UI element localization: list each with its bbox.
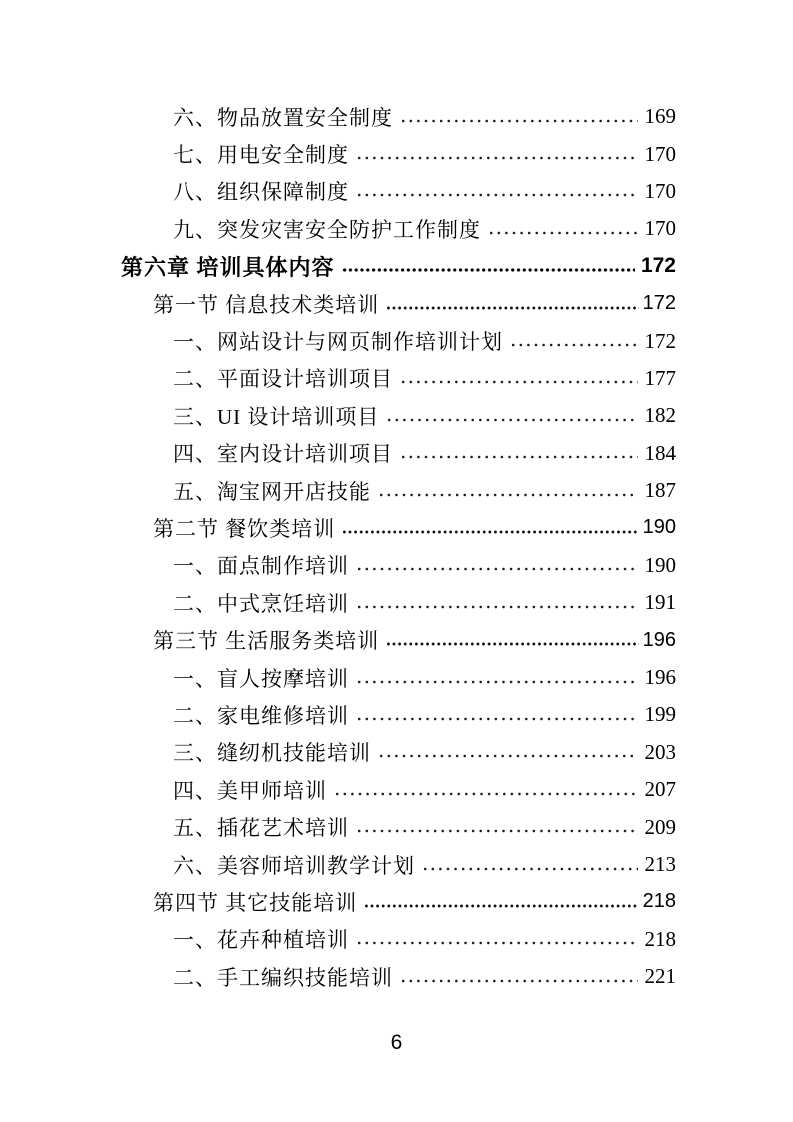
dot-leader (358, 717, 638, 721)
toc-entry-label: 第三节 生活服务类培训 (153, 629, 380, 654)
dot-leader (358, 567, 638, 571)
dot-leader (380, 493, 638, 497)
page-number: 6 (390, 1031, 403, 1054)
toc-entry-page: 169 (644, 104, 676, 129)
toc-entry-item[interactable] (121, 173, 676, 210)
toc-entry-item[interactable] (121, 472, 676, 509)
dot-leader (490, 231, 638, 235)
toc-entry-page: 170 (644, 178, 676, 203)
toc-entry-label: 二、手工编织技能培训 (173, 965, 393, 990)
toc-entry-chapter[interactable] (121, 248, 676, 285)
toc-entry-page: 172 (640, 254, 676, 278)
dot-leader (336, 792, 638, 796)
toc-entry-page: 182 (644, 403, 676, 428)
toc-entry-label: 三、缝纫机技能培训 (173, 741, 371, 766)
toc-entry-label: 一、面点制作培训 (173, 554, 349, 579)
toc-entry-page: 209 (644, 814, 676, 839)
toc-entry-item[interactable] (121, 846, 676, 883)
toc-entry-page: 191 (644, 590, 676, 615)
toc-entry-item[interactable] (121, 547, 676, 584)
toc-entry-page: 172 (644, 328, 676, 353)
toc-entry-page: 213 (644, 852, 676, 876)
toc-entry-label: 一、盲人按摩培训 (173, 666, 349, 691)
toc-entry-page: 177 (644, 365, 676, 390)
toc-entry-label: 二、家电维修培训 (173, 703, 349, 728)
toc-entry-label: 六、物品放置安全制度 (173, 105, 393, 130)
toc-entry-page: 172 (642, 292, 676, 315)
toc-entry-page: 196 (644, 665, 676, 690)
dot-leader (387, 306, 638, 310)
toc-entry-page: 218 (644, 926, 676, 951)
toc-entry-page: 196 (642, 628, 676, 651)
dot-leader (388, 418, 637, 422)
toc-entry-section[interactable] (121, 509, 676, 546)
toc-entry-item[interactable] (121, 322, 676, 359)
toc-entry-label: 三、UI 设计培训项目 (173, 404, 380, 429)
toc-entry-item[interactable] (121, 771, 676, 808)
dot-leader (358, 941, 638, 945)
toc-entry-item[interactable] (121, 921, 676, 958)
toc-entry-item[interactable] (121, 210, 676, 247)
toc-entry-item[interactable] (121, 696, 676, 733)
toc-entry-item[interactable] (121, 435, 676, 472)
toc-entry-page: 221 (644, 964, 676, 989)
toc-entry-item[interactable] (121, 659, 676, 696)
toc-entry-item[interactable] (121, 958, 676, 995)
toc-entry-label: 第四节 其它技能培训 (153, 890, 358, 915)
toc-entry-label: 一、花卉种植培训 (173, 928, 349, 953)
dot-leader (402, 119, 638, 123)
toc-entry-label: 第二节 餐饮类培训 (153, 516, 336, 541)
dot-leader (358, 829, 638, 833)
toc-entry-label: 九、突发灾害安全防护工作制度 (173, 217, 481, 242)
toc-entry-label: 第一节 信息技术类培训 (153, 292, 380, 317)
dot-leader (424, 867, 638, 871)
toc-entry-item[interactable] (121, 808, 676, 845)
dot-leader (402, 979, 638, 983)
dot-leader (358, 605, 638, 609)
toc-entry-page: 187 (644, 478, 676, 503)
dot-leader (358, 156, 638, 160)
toc-entry-section[interactable] (121, 621, 676, 658)
dot-leader (380, 754, 638, 758)
dot-leader (358, 193, 638, 197)
toc-entry-label: 五、淘宝网开店技能 (173, 479, 371, 504)
toc-entry-page: 203 (644, 739, 676, 764)
toc-entry-section[interactable] (121, 285, 676, 322)
toc-entry-label: 二、平面设计培训项目 (173, 367, 393, 392)
dot-leader (512, 343, 638, 347)
toc-entry-label: 八、组织保障制度 (173, 180, 349, 205)
table-of-contents (121, 98, 676, 995)
dot-leader (402, 455, 638, 459)
toc-entry-page: 184 (644, 440, 676, 465)
toc-entry-label: 五、插花艺术培训 (173, 816, 349, 841)
toc-entry-page: 190 (644, 552, 676, 577)
toc-entry-page: 218 (642, 890, 676, 913)
toc-entry-page: 199 (644, 702, 676, 727)
toc-entry-label: 四、室内设计培训项目 (173, 442, 393, 467)
toc-entry-page: 190 (642, 516, 676, 539)
toc-entry-label: 一、网站设计与网页制作培训计划 (173, 330, 503, 355)
toc-entry-page: 207 (644, 777, 676, 802)
toc-entry-item[interactable] (121, 360, 676, 397)
dot-leader (402, 380, 638, 384)
dot-leader (343, 268, 635, 272)
toc-entry-item[interactable] (121, 135, 676, 172)
toc-entry-page: 170 (644, 216, 676, 241)
toc-entry-label: 二、中式烹饪培训 (173, 591, 349, 616)
toc-entry-label: 七、用电安全制度 (173, 143, 349, 168)
dot-leader (387, 642, 638, 646)
toc-entry-item[interactable] (121, 397, 676, 434)
toc-entry-label: 四、美甲师培训 (173, 778, 327, 803)
dot-leader (343, 530, 638, 534)
toc-entry-item[interactable] (121, 584, 676, 621)
dot-leader (358, 680, 638, 684)
toc-entry-item[interactable] (121, 734, 676, 771)
toc-entry-page: 170 (644, 141, 676, 166)
toc-entry-section[interactable] (121, 883, 676, 920)
toc-entry-label: 第六章 培训具体内容 (121, 254, 335, 280)
toc-entry-label: 六、美容师培训教学计划 (173, 853, 415, 878)
toc-entry-item[interactable] (121, 98, 676, 135)
dot-leader (365, 904, 638, 908)
